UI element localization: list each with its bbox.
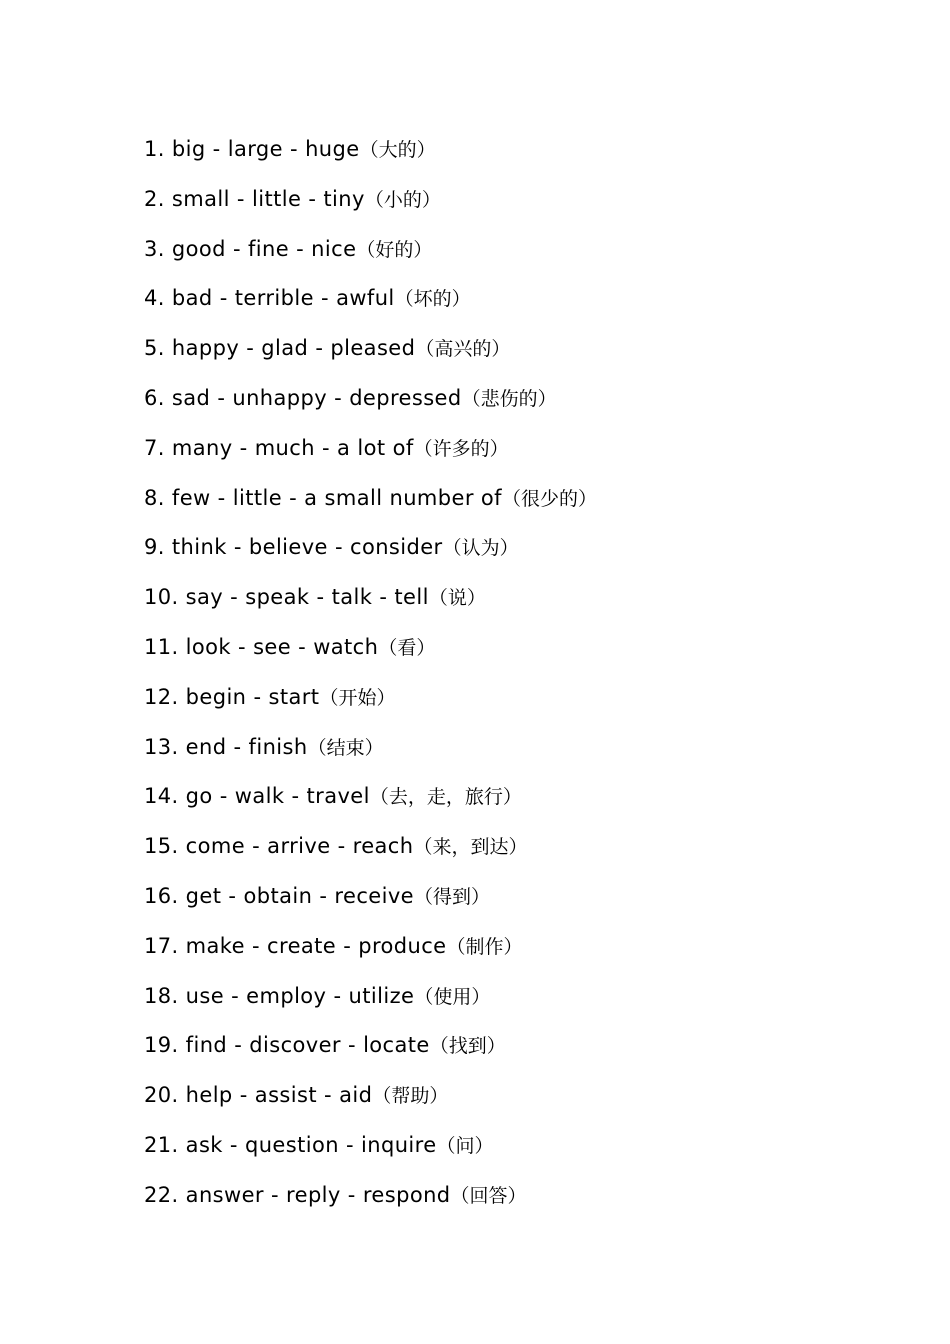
list-item <box>144 830 597 880</box>
entry-english: 8. few - little - a small number of <box>144 485 502 510</box>
entry-chinese: （说） <box>428 587 486 610</box>
list-item <box>144 282 597 332</box>
entry-english: 7. many - much - a lot of <box>144 435 414 460</box>
entry-english: 1. big - large - huge <box>144 137 360 161</box>
entry-english: 12. begin - start <box>144 684 320 709</box>
entry-english: 10. say - speak - talk - tell <box>144 585 429 610</box>
entry-chinese: （很少的） <box>501 487 597 510</box>
entry-chinese: （开始） <box>319 686 396 709</box>
list-item <box>144 681 597 731</box>
list-item <box>144 183 597 233</box>
entry-chinese: （问） <box>436 1134 494 1157</box>
list-item <box>144 930 597 980</box>
list-item <box>144 233 597 283</box>
entry-english: 18. use - employ - utilize <box>144 983 415 1008</box>
list-item <box>144 1029 597 1079</box>
entry-chinese: （来，到达） <box>413 836 528 859</box>
entry-english: 13. end - finish <box>144 734 308 759</box>
list-item <box>144 382 597 432</box>
entry-chinese: （制作） <box>446 935 523 958</box>
list-item <box>144 731 597 781</box>
entry-english: 3. good - fine - nice <box>144 236 357 261</box>
list-item <box>144 631 597 681</box>
entry-english: 15. come - arrive - reach <box>144 834 414 859</box>
list-item <box>144 531 597 581</box>
list-item <box>144 1179 597 1229</box>
entry-english: 6. sad - unhappy - depressed <box>144 385 462 410</box>
entry-chinese: （小的） <box>364 188 441 211</box>
entry-chinese: （坏的） <box>394 288 471 311</box>
entry-chinese: （使用） <box>414 985 491 1008</box>
list-item <box>144 581 597 631</box>
entry-english: 19. find - discover - locate <box>144 1033 430 1058</box>
list-item <box>144 332 597 382</box>
entry-chinese: （认为） <box>442 537 519 560</box>
entry-english: 14. go - walk - travel <box>144 784 370 809</box>
entry-chinese: （结束） <box>307 736 384 759</box>
list-item <box>144 1079 597 1129</box>
entry-english: 22. answer - reply - respond <box>144 1182 451 1207</box>
entry-chinese: （大的） <box>359 139 436 161</box>
entry-chinese: （得到） <box>413 885 490 908</box>
entry-chinese: （好的） <box>356 238 433 261</box>
entry-chinese: （悲伤的） <box>461 387 557 410</box>
list-item <box>144 432 597 482</box>
entry-chinese: （看） <box>378 636 436 659</box>
entry-english: 16. get - obtain - receive <box>144 883 414 908</box>
list-item <box>144 133 597 183</box>
list-item <box>144 780 597 830</box>
entry-chinese: （许多的） <box>413 437 509 460</box>
entry-chinese: （去，走，旅行） <box>369 786 522 809</box>
entry-english: 11. look - see - watch <box>144 634 379 659</box>
list-item <box>144 1129 597 1179</box>
list-item <box>144 980 597 1030</box>
entry-english: 5. happy - glad - pleased <box>144 336 416 361</box>
entry-english: 20. help - assist - aid <box>144 1083 373 1108</box>
entry-chinese: （帮助） <box>372 1085 449 1108</box>
entry-chinese: （回答） <box>450 1184 527 1207</box>
entry-english: 4. bad - terrible - awful <box>144 286 395 311</box>
entry-chinese: （找到） <box>429 1035 506 1058</box>
entry-english: 9. think - believe - consider <box>144 535 443 560</box>
list-item <box>144 880 597 930</box>
entry-english: 2. small - little - tiny <box>144 186 365 211</box>
entry-english: 21. ask - question - inquire <box>144 1132 437 1157</box>
synonym-list <box>144 133 597 1229</box>
list-item <box>144 482 597 532</box>
entry-english: 17. make - create - produce <box>144 933 447 958</box>
entry-chinese: （高兴的） <box>415 338 511 361</box>
